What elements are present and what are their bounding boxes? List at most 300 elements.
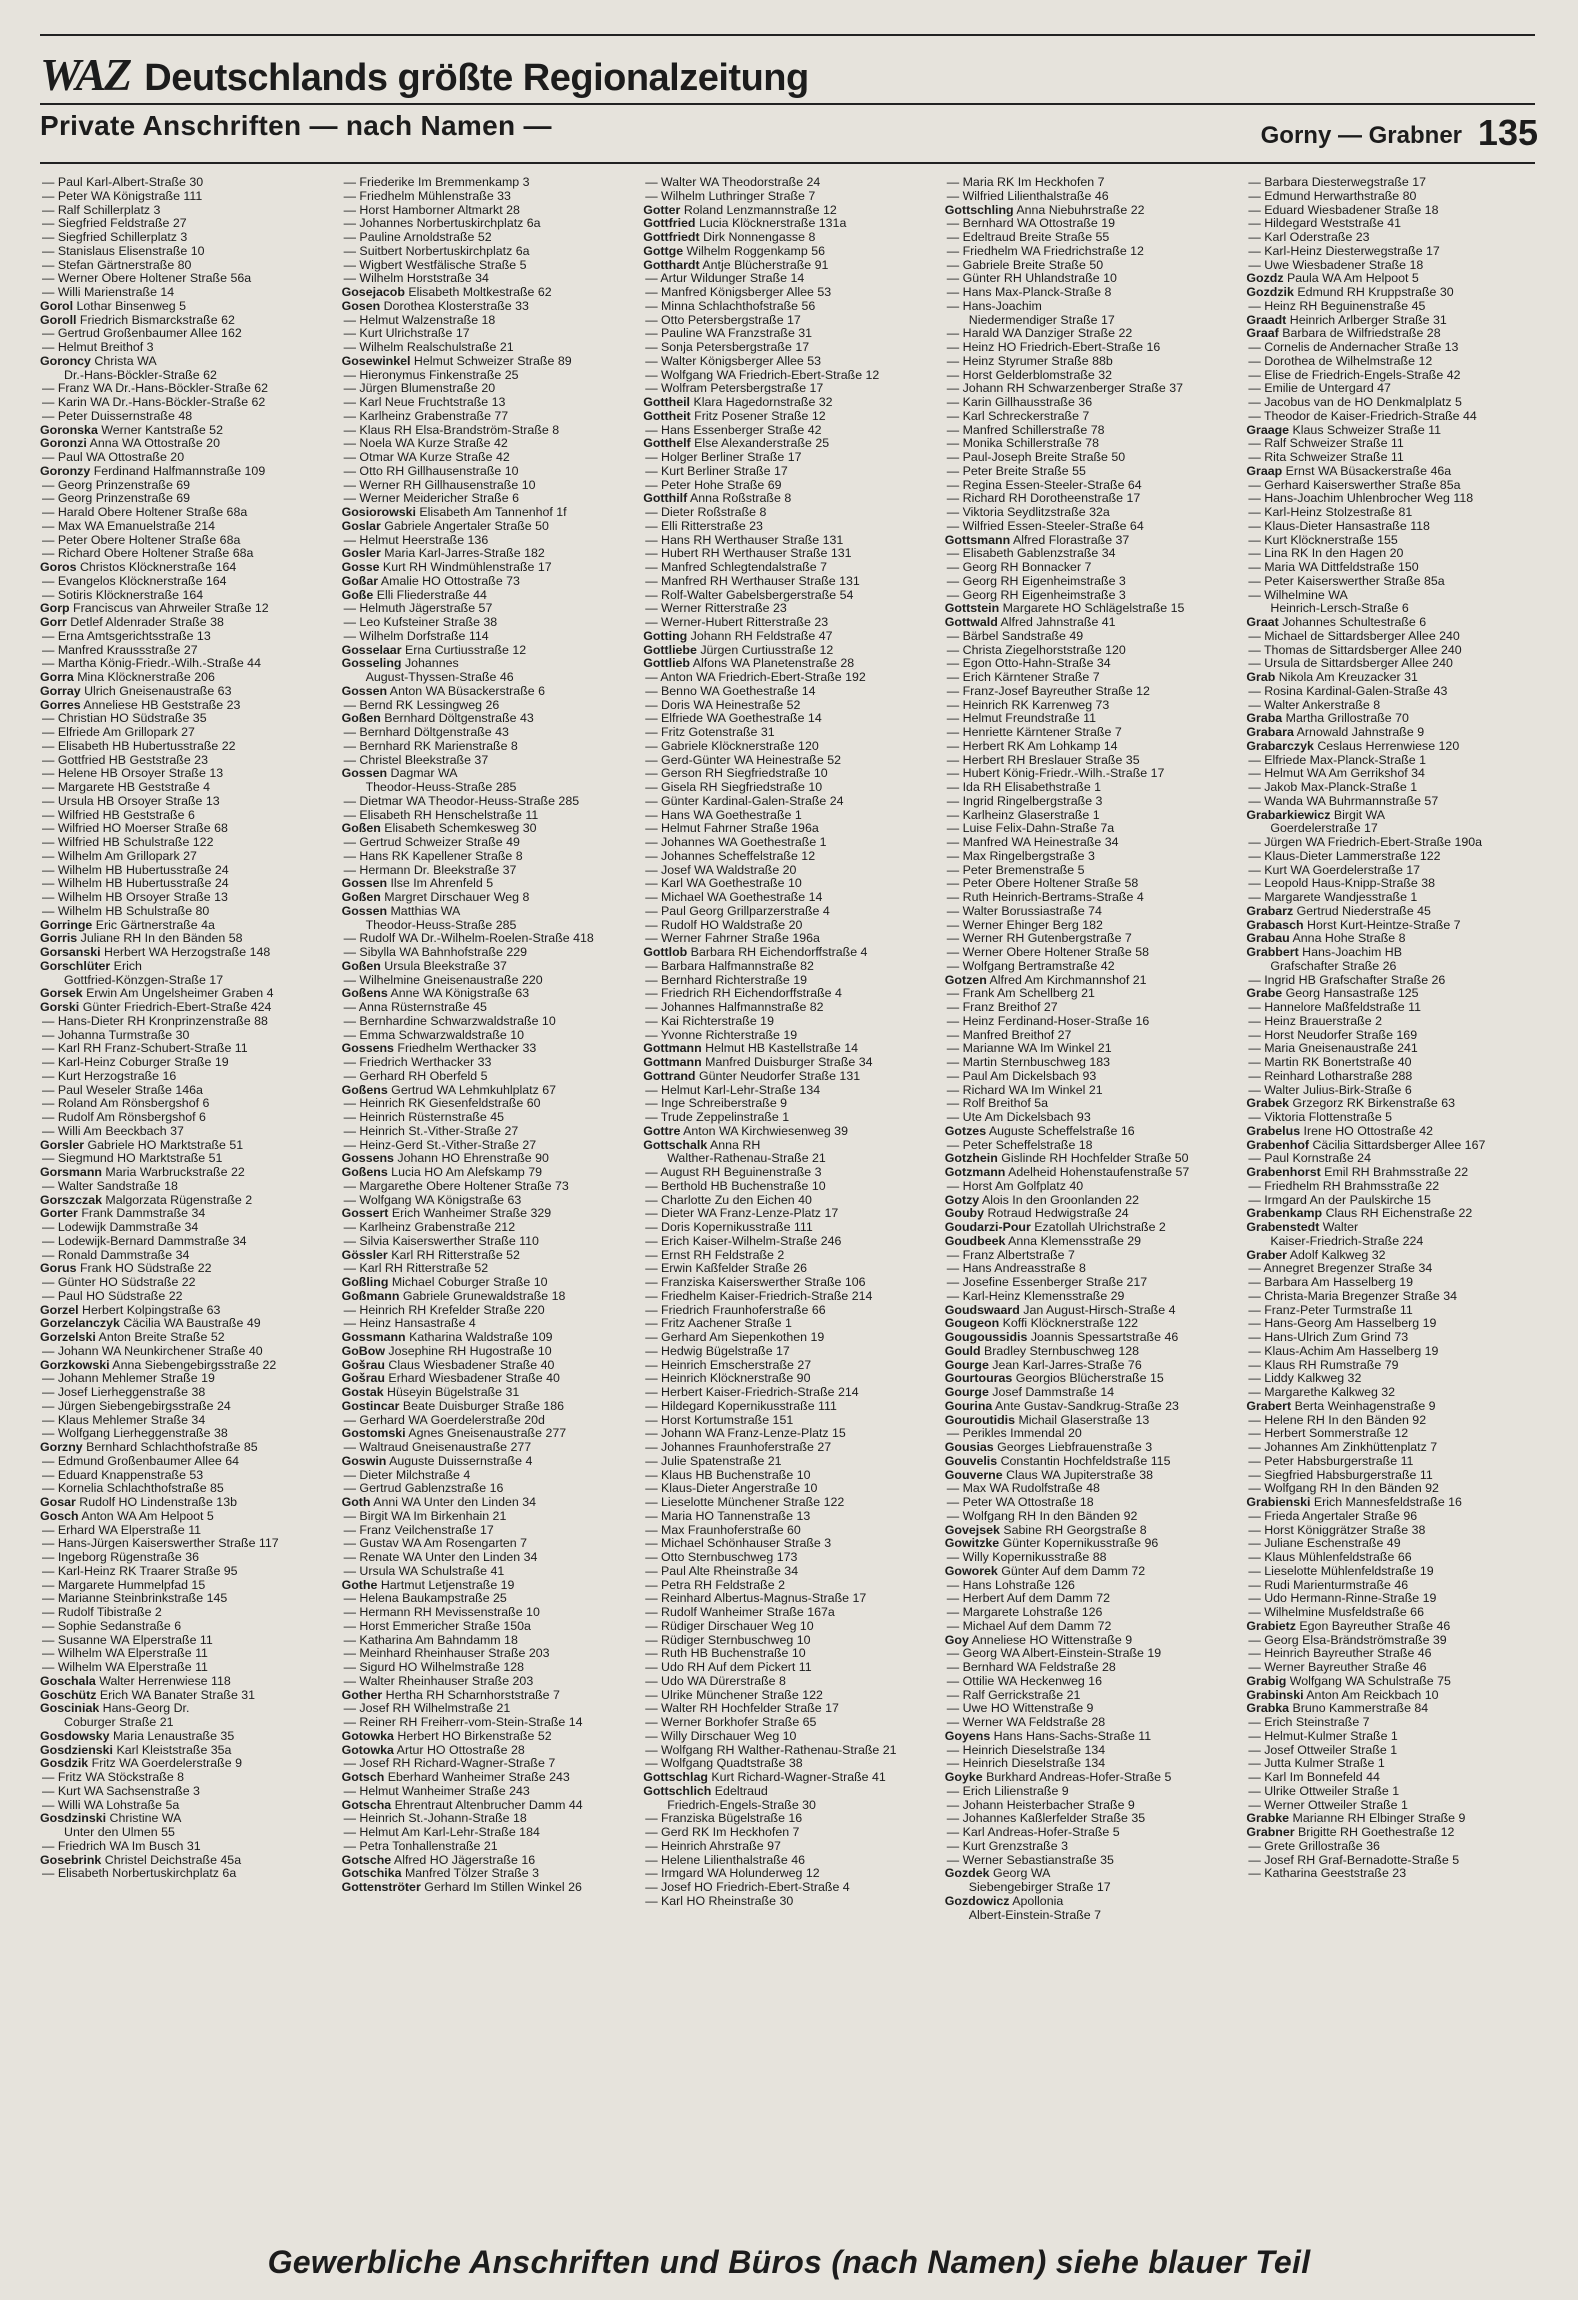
listing-entry: — Willi Am Beeckbach 37 xyxy=(42,1124,184,1138)
listing-entry: — Christian HO Südstraße 35 xyxy=(42,712,207,726)
listing-entry: Grafschafter Straße 26 xyxy=(1270,959,1397,973)
listing-entry: Gossert Erich Wanheimer Straße 329 xyxy=(341,1207,552,1221)
listing-entry: — Elisabeth RH Henschelstraße 11 xyxy=(343,808,539,822)
listing-entry: — Harald WA Danziger Straße 22 xyxy=(946,327,1133,341)
listing-entry: — Paul Georg Grillparzerstraße 4 xyxy=(645,904,830,918)
listing-entry: — Paul Am Dickelsbach 93 xyxy=(946,1069,1097,1083)
listing-entry: — Regina Essen-Steeler-Straße 64 xyxy=(946,478,1142,492)
listing-entry: Gould Bradley Sternbuschweg 128 xyxy=(944,1344,1140,1358)
listing-entry: Gosdzienski Karl Kleiststraße 35a xyxy=(40,1743,232,1757)
listing-entry: — Johannes Am Zinkhüttenplatz 7 xyxy=(1248,1441,1438,1454)
listing-entry: — Elisabeth Norbertuskirchplatz 6a xyxy=(42,1867,237,1881)
listing-entry: — Wilhelm Am Grillopark 27 xyxy=(42,849,197,863)
listing-entry: — Marianne Steinbrinkstraße 145 xyxy=(42,1592,228,1606)
listing-entry: Grabenhorst Emil RH Brahmsstraße 22 xyxy=(1246,1166,1469,1179)
listing-entry: — Fritz Gotenstraße 31 xyxy=(645,726,775,739)
listing-entry: — Ronald Dammstraße 34 xyxy=(42,1248,190,1262)
listing-entry: — Wolfgang Bertramstraße 42 xyxy=(946,959,1115,973)
listing-entry: Gottfried Lucia Klöcknerstraße 131a xyxy=(643,217,847,231)
listing-entry: Gotthelf Else Alexanderstraße 25 xyxy=(643,437,830,451)
listing-entry: — Karlheinz Grabenstraße 212 xyxy=(343,1221,516,1234)
listing-entry: — Gerhard WA Goerdelerstraße 20d xyxy=(343,1413,545,1427)
listing-entry: — Manfred RH Werthauser Straße 131 xyxy=(645,574,860,588)
listing-entry: — Heinz-Gerd St.-Vither-Straße 27 xyxy=(343,1138,537,1152)
listing-entry: — Horst Emmericher Straße 150a xyxy=(343,1619,531,1633)
listing-entry: — Hieronymus Finkenstraße 25 xyxy=(343,368,519,382)
listing-entry: — Paul-Joseph Breite Straße 50 xyxy=(946,451,1126,464)
listing-entry: — Kurt Grenzstraße 3 xyxy=(946,1839,1068,1853)
listing-entry: Gotter Roland Lenzmannstraße 12 xyxy=(643,203,837,217)
listing-entry: — Friedrich Fraunhoferstraße 66 xyxy=(645,1303,826,1317)
listing-entry: — Cornelis de Andernacher Straße 13 xyxy=(1248,341,1459,354)
listing-entry: Gouby Rotraud Hedwigstraße 24 xyxy=(944,1207,1129,1221)
listing-entry: Gorol Lothar Binsenweg 5 xyxy=(40,299,187,313)
listing-entry: — Margarete Lohstraße 126 xyxy=(946,1606,1103,1619)
listing-entry: — Gabriele Breite Straße 50 xyxy=(946,258,1104,272)
listing-entry: Gossen Anton WA Büsackerstraße 6 xyxy=(341,684,545,698)
listing-entry: — Elfriede WA Goethestraße 14 xyxy=(645,712,822,726)
listing-entry: — Gerhard Am Siepenkothen 19 xyxy=(645,1331,825,1344)
listing-entry: — Rudi Marienturmstraße 46 xyxy=(1248,1578,1409,1592)
listing-entry: Grabek Grzegorz RK Birkenstraße 63 xyxy=(1246,1097,1456,1111)
listing-entry: — Martin RK Bonertstraße 40 xyxy=(1248,1056,1412,1069)
listing-entry: Gorringe Eric Gärtnerstraße 4a xyxy=(40,918,215,932)
listing-entry: Gorris Juliane RH In den Bänden 58 xyxy=(40,932,243,946)
listing-entry: — Rita Schweizer Straße 11 xyxy=(1248,451,1404,464)
listing-entry: — Ursula de Sittardsberger Allee 240 xyxy=(1248,657,1453,671)
listing-entry: — Paul Kornstraße 24 xyxy=(1248,1152,1371,1166)
listing-entry: — Ruth HB Buchenstraße 10 xyxy=(645,1647,806,1661)
listing-entry: — Willi WA Lohstraße 5a xyxy=(42,1798,180,1812)
listing-entry: — Franz Breithof 27 xyxy=(946,1001,1058,1014)
listing-entry: — Hannelore Maßfeldstraße 11 xyxy=(1248,1001,1422,1014)
listing-entry: — Maria Gneisenaustraße 241 xyxy=(1248,1042,1418,1056)
listing-entry: — Franziska Kaiserswerther Straße 106 xyxy=(645,1276,866,1289)
listing-entry: Gosar Rudolf HO Lindenstraße 13b xyxy=(40,1496,237,1509)
listing-entry: Kaiser-Friedrich-Straße 224 xyxy=(1270,1234,1424,1248)
listing-entry: — Kai Richterstraße 19 xyxy=(645,1014,774,1028)
listing-entry: Goßen Bernhard Döltgenstraße 43 xyxy=(341,712,534,726)
listing-entry: — Franz-Peter Turmstraße 11 xyxy=(1248,1303,1413,1317)
listing-entry: — Karl-Heinz Diesterwegstraße 17 xyxy=(1248,244,1440,258)
listing-entry: — Hubert König-Friedr.-Wilh.-Straße 17 xyxy=(946,767,1165,781)
listing-entry: — Walter Königsberger Allee 53 xyxy=(645,354,822,368)
listing-entry: Gouvelis Constantin Hochfeldstraße 115 xyxy=(944,1454,1171,1468)
listing-entry: — Fritz Aachener Straße 1 xyxy=(645,1317,792,1331)
listing-entry: — Helmut Karl-Lehr-Straße 134 xyxy=(645,1083,821,1097)
listing-entry: — Friedrich Werthacker 33 xyxy=(343,1056,492,1069)
listing-entry: — Hubert RH Werthauser Straße 131 xyxy=(645,547,852,561)
listing-entry: — Werner RH Gillhausenstraße 10 xyxy=(343,478,536,492)
listing-entry: — Siegfried Habsburgerstraße 11 xyxy=(1248,1468,1433,1482)
listing-entry: Goronzi Anna WA Ottostraße 20 xyxy=(40,437,220,451)
listing-entry: Gosseling Johannes xyxy=(341,657,459,671)
listing-entry: — Paul Weseler Straße 146a xyxy=(42,1083,203,1097)
listing-entry: — Karl-Heinz RK Traarer Straße 95 xyxy=(42,1564,238,1578)
listing-entry: — Roland Am Rönsbergshof 6 xyxy=(42,1097,210,1111)
listing-entry: — Josef Ottweiler Straße 1 xyxy=(1248,1743,1398,1757)
listing-entry: — Martin Sternbuschweg 183 xyxy=(946,1056,1111,1069)
listing-entry: — Minna Schlachthofstraße 56 xyxy=(645,299,816,313)
listing-entry: Gottstein Margarete HO Schlägelstraße 15 xyxy=(944,602,1185,616)
listing-entry: Grabasch Horst Kurt-Heintze-Straße 7 xyxy=(1246,918,1461,932)
listing-entry: — Silvia Kaiserswerther Straße 110 xyxy=(343,1234,539,1248)
listing-entry: Grabbert Hans-Joachim HB xyxy=(1246,946,1402,959)
listing-entry: Gottmann Helmut HB Kastellstraße 14 xyxy=(643,1042,859,1056)
listing-entry: — Heinrich St.-Vither-Straße 27 xyxy=(343,1124,519,1138)
listing-entry: — Johann WA Neunkirchener Straße 40 xyxy=(42,1344,263,1358)
listing-column xyxy=(945,176,1237,2226)
listing-entry: — Ruth Heinrich-Bertrams-Straße 4 xyxy=(946,891,1144,904)
listing-entry: — Udo RH Auf dem Pickert 11 xyxy=(645,1661,812,1674)
listing-entry: Gozdzik Edmund RH Kruppstraße 30 xyxy=(1246,286,1454,299)
listing-entry: — Julie Spatenstraße 21 xyxy=(645,1454,782,1468)
listing-entry: — Helmut Fahrner Straße 196a xyxy=(645,822,819,836)
listing-entry: Gottschlich Edeltraud xyxy=(643,1784,768,1798)
listing-column xyxy=(643,176,935,2226)
listing-entry: — Hans Lohstraße 126 xyxy=(946,1578,1075,1592)
listing-entry: — Herbert RK Am Lohkamp 14 xyxy=(946,739,1118,753)
listing-entry: Gorsler Gabriele HO Marktstraße 51 xyxy=(40,1138,244,1152)
listing-entry: — Karl Oderstraße 23 xyxy=(1248,231,1370,244)
listing-entry: — Jutta Kulmer Straße 1 xyxy=(1248,1757,1385,1771)
listing-entry: Grabelus Irene HO Ottostraße 42 xyxy=(1246,1124,1434,1138)
listing-entry: Grabau Anna Hohe Straße 8 xyxy=(1246,932,1406,946)
listing-entry: Walther-Rathenau-Straße 21 xyxy=(667,1152,826,1166)
listing-entry: — Juliane Eschenstraße 49 xyxy=(1248,1537,1401,1551)
listing-entry: — Michael WA Goethestraße 14 xyxy=(645,891,823,904)
listing-entry: Grabe Georg Hansastraße 125 xyxy=(1246,987,1419,1001)
listing-entry: — Martha König-Friedr.-Wilh.-Straße 44 xyxy=(42,657,261,671)
listing-entry: — Klaus-Dieter Angerstraße 10 xyxy=(645,1482,818,1496)
listing-entry: Gozdz Paula WA Am Helpoot 5 xyxy=(1246,272,1419,286)
listing-entry: — Peter WA Königstraße 111 xyxy=(42,189,203,203)
listing-entry: — Wilhelm HB Hubertusstraße 24 xyxy=(42,863,229,877)
listing-entry: — Klaus-Achim Am Hasselberg 19 xyxy=(1248,1344,1439,1358)
listing-entry: — Wolfgang Quadtstraße 38 xyxy=(645,1757,803,1771)
listing-entry: Goroll Friedrich Bismarckstraße 62 xyxy=(40,313,235,327)
listing-entry: — Horst Am Golfplatz 40 xyxy=(946,1179,1084,1193)
listing-entry: — Karin WA Dr.-Hans-Böckler-Straße 62 xyxy=(42,396,266,409)
listing-entry: — Gerhard Kaiserswerther Straße 85a xyxy=(1248,478,1461,492)
listing-entry: — Walter Ankerstraße 8 xyxy=(1248,698,1381,712)
listing-entry: — Hans-Dieter RH Kronprinzenstraße 88 xyxy=(42,1014,268,1028)
listing-entry: Gourina Ante Gustav-Sandkrug-Straße 23 xyxy=(944,1399,1179,1413)
listing-entry: — Helmut Am Karl-Lehr-Straße 184 xyxy=(343,1826,540,1839)
listing-entry: — Peter Obere Holtener Straße 68a xyxy=(42,533,241,547)
listing-entry: — Hans-Joachim Uhlenbrocher Weg 118 xyxy=(1248,492,1474,506)
listing-entry: Goßens Gertrud WA Lehmkuhlplatz 67 xyxy=(341,1083,557,1097)
listing-entry: — Otto Sternbuschweg 173 xyxy=(645,1551,798,1564)
listing-entry: Graage Klaus Schweizer Straße 11 xyxy=(1246,423,1442,437)
listing-entry: — Waltraud Gneisenaustraße 277 xyxy=(343,1441,532,1454)
listing-entry: — Franz-Josef Bayreuther Straße 12 xyxy=(946,684,1150,698)
listing-entry: — Hedwig Bügelstraße 17 xyxy=(645,1344,790,1358)
listing-entry: Gorsmann Maria Warbruckstraße 22 xyxy=(40,1166,245,1179)
listing-entry: — Inge Schreiberstraße 9 xyxy=(645,1097,788,1111)
listing-column xyxy=(1246,176,1538,2226)
listing-entry: — Johannes WA Goethestraße 1 xyxy=(645,836,827,849)
listing-entry: — Josef RH Wilhelmstraße 21 xyxy=(343,1702,511,1716)
listing-entry: — Bernhardine Schwarzwaldstraße 10 xyxy=(343,1014,556,1028)
listing-entry: — Klaus RH Rumstraße 79 xyxy=(1248,1358,1399,1372)
listing-entry: — Susanne WA Elperstraße 11 xyxy=(42,1633,213,1647)
listing-entry: — Wilhelm Luthringer Straße 7 xyxy=(645,189,816,203)
listing-entry: — Ute Am Dickelsbach 93 xyxy=(946,1111,1091,1124)
listing-column xyxy=(342,176,634,2226)
listing-entry: — Manfred Breithof 27 xyxy=(946,1028,1072,1042)
listing-entry: — Helmut Walzenstraße 18 xyxy=(343,313,496,327)
listing-entry: Graber Adolf Kalkweg 32 xyxy=(1246,1248,1386,1262)
listing-entry: Gossens Friedhelm Werthacker 33 xyxy=(341,1042,537,1056)
listing-entry: — Michael de Sittardsberger Allee 240 xyxy=(1248,629,1460,643)
listing-entry: — Josef RH Graf-Bernadotte-Straße 5 xyxy=(1248,1853,1460,1867)
listing-entry: — Barbara Halfmannstraße 82 xyxy=(645,959,814,973)
listing-entry: Gorzkowski Anna Siebengebirgsstraße 22 xyxy=(40,1358,277,1372)
listing-entry: — Doris Kopernikusstraße 111 xyxy=(645,1221,813,1234)
listing-entry: — Annegret Bregenzer Straße 34 xyxy=(1248,1262,1433,1276)
listing-entry: — Kurt Berliner Straße 17 xyxy=(645,464,788,478)
listing-entry: Gotzes Auguste Scheffelstraße 16 xyxy=(944,1124,1135,1138)
listing-entry: — Meinhard Rheinhauser Straße 203 xyxy=(343,1647,550,1661)
masthead-top-rule xyxy=(40,34,1535,36)
listing-entry: — Peter Kaiserswerther Straße 85a xyxy=(1248,574,1445,588)
listing-entry: — Pauline WA Franzstraße 31 xyxy=(645,327,813,341)
listing-entry: — Herbert Kaiser-Friedrich-Straße 214 xyxy=(645,1386,859,1399)
listing-entry: — Helene HB Orsoyer Straße 13 xyxy=(42,767,224,781)
listing-entry: — Helena Baukampstraße 25 xyxy=(343,1592,507,1606)
listing-entry: Goßar Amalie HO Ottostraße 73 xyxy=(341,574,520,588)
listing-entry: — Petra RH Feldstraße 2 xyxy=(645,1578,785,1592)
listing-entry: Gotthilf Anna Roßstraße 8 xyxy=(643,492,792,506)
listing-entry: — Erwin Kaßfelder Straße 26 xyxy=(645,1262,808,1276)
listing-entry: — Otto Petersbergstraße 17 xyxy=(645,313,801,327)
listing-entry: Goth Anni WA Unter den Linden 34 xyxy=(341,1496,537,1509)
listing-entry: Goßen Ursula Bleekstraße 37 xyxy=(341,959,507,973)
listing-entry: — Georg Prinzenstraße 69 xyxy=(42,492,191,506)
listing-entry: Gossen Matthias WA xyxy=(341,904,461,918)
listing-entry: — Hans WA Goethestraße 1 xyxy=(645,808,802,822)
listing-entry: — Ingeborg Rügenstraße 36 xyxy=(42,1551,200,1564)
listing-entry: Gorzel Herbert Kolpingstraße 63 xyxy=(40,1303,221,1317)
listing-entry: Goudbeek Anna Klemensstraße 29 xyxy=(944,1234,1142,1248)
listing-entry: — Margarete HB Geststraße 4 xyxy=(42,781,211,794)
listing-entry: — Lodewijk Dammstraße 34 xyxy=(42,1221,199,1234)
listing-entry: — Georg RH Eigenheimstraße 3 xyxy=(946,588,1126,602)
listing-entry: — Wigbert Westfälische Straße 5 xyxy=(343,258,527,272)
listing-entry: — Christa-Maria Bregenzer Straße 34 xyxy=(1248,1289,1458,1303)
listing-entry: — Heinz Brauerstraße 2 xyxy=(1248,1014,1382,1028)
listing-entry: Goroncy Christa WA xyxy=(40,354,157,368)
listing-entry: — Erich Kärntener Straße 7 xyxy=(946,671,1100,684)
listing-entry: — Wilfried HB Schulstraße 122 xyxy=(42,836,214,849)
listing-entry: Gorzny Bernhard Schlachthofstraße 85 xyxy=(40,1441,258,1454)
listing-entry: Gosdzik Fritz WA Goerdelerstraße 9 xyxy=(40,1757,242,1771)
listing-entry: — Hans-Georg Am Hasselberg 19 xyxy=(1248,1317,1437,1331)
listing-entry: — Dorothea de Wilhelmstraße 12 xyxy=(1248,354,1433,368)
listing-entry: — Christa Ziegelhorststraße 120 xyxy=(946,643,1126,657)
listing-entry: Graadt Heinrich Arlberger Straße 31 xyxy=(1246,313,1447,327)
listing-entry: — Maria RK Im Heckhofen 7 xyxy=(946,176,1105,189)
listing-entry: August-Thyssen-Straße 46 xyxy=(365,671,514,684)
listing-entry: Gorsek Erwin Am Ungelsheimer Graben 4 xyxy=(40,987,274,1001)
listing-entry: — Wilfried Essen-Steeler-Straße 64 xyxy=(946,519,1144,533)
listing-entry: — Klaus-Dieter Lammerstraße 122 xyxy=(1248,849,1441,863)
listing-entry: — Ursula WA Schulstraße 41 xyxy=(343,1564,505,1578)
listing-entry: — Heinz Hansastraße 4 xyxy=(343,1317,476,1331)
listing-entry: — Josef RH Richard-Wagner-Straße 7 xyxy=(343,1757,556,1771)
listing-entry: — Heinrich RK Karrenweg 73 xyxy=(946,698,1110,712)
listing-entry: — Wilfried HO Moerser Straße 68 xyxy=(42,822,228,836)
listing-entry: — Günter RH Uhlandstraße 10 xyxy=(946,272,1117,286)
listing-entry: Gottfried-Könzgen-Straße 17 xyxy=(64,973,224,987)
listing-entry: — Manfred Königsberger Allee 53 xyxy=(645,286,832,299)
listing-entry: — Trude Zeppelinstraße 1 xyxy=(645,1111,790,1124)
listing-entry: Dr.-Hans-Böckler-Straße 62 xyxy=(64,368,217,382)
listing-entry: — Herbert Auf dem Damm 72 xyxy=(946,1592,1110,1606)
listing-entry: — Ernst RH Feldstraße 2 xyxy=(645,1248,785,1262)
listing-entry: — Ursula HB Orsoyer Straße 13 xyxy=(42,794,220,808)
listing-entry: Grabarkiewicz Birgit WA xyxy=(1246,808,1386,822)
listing-entry: — Wolfgang WA Königstraße 63 xyxy=(343,1193,522,1207)
listing-entry: — Wilfried HB Geststraße 6 xyxy=(42,808,195,822)
listing-entry: — Gerd-Günter WA Heinestraße 52 xyxy=(645,753,841,767)
listing-entry: Gotzy Alois In den Groonlanden 22 xyxy=(944,1193,1140,1207)
listing-entry: — Johannes Halfmannstraße 82 xyxy=(645,1001,824,1014)
listing-entry: — Werner WA Feldstraße 28 xyxy=(946,1716,1106,1729)
listing-entry: Goyke Burkhard Andreas-Hofer-Straße 5 xyxy=(944,1771,1172,1784)
listing-entry: — Hans Andreasstraße 8 xyxy=(946,1262,1086,1276)
listing-entry: Goyens Hans Hans-Sachs-Straße 11 xyxy=(944,1729,1152,1743)
listing-entry: Gotsch Eberhard Wanheimer Straße 243 xyxy=(341,1771,570,1784)
listing-entry: — Karl RH Ritterstraße 52 xyxy=(343,1262,489,1276)
listing-entry: — Heinrich RH Krefelder Straße 220 xyxy=(343,1303,545,1317)
listing-entry: — Luise Felix-Dahn-Straße 7a xyxy=(946,822,1115,836)
listing-entry: — Heinz Ferdinand-Hoser-Straße 16 xyxy=(946,1014,1150,1028)
listing-entry: — Ingrid HB Grafschafter Straße 26 xyxy=(1248,973,1446,987)
listing-entry: — Richard RH Dorotheenstraße 17 xyxy=(946,492,1141,506)
listing-entry: — Helene Lilienthalstraße 46 xyxy=(645,1853,805,1867)
listing-entry: — Heinz RH Beguinenstraße 45 xyxy=(1248,299,1426,313)
listing-entry: — Viktoria Flottenstraße 5 xyxy=(1248,1111,1393,1124)
listing-entry: Goße Elli Fliederstraße 44 xyxy=(341,588,487,602)
section-title: Private Anschriften — nach Namen — xyxy=(40,110,552,141)
listing-entry: Govejsek Sabine RH Georgstraße 8 xyxy=(944,1523,1147,1537)
listing-entry: — Josef Lierheggenstraße 38 xyxy=(42,1386,206,1399)
listing-entry: Gošrau Claus Wiesbadener Straße 40 xyxy=(341,1358,555,1372)
listing-entry: — Wanda WA Buhrmannstraße 57 xyxy=(1248,794,1439,808)
listing-entry: Grabarczyk Ceslaus Herrenwiese 120 xyxy=(1246,739,1460,753)
listing-entry: — Karl-Heinz Klemensstraße 29 xyxy=(946,1289,1125,1303)
listing-entry: — Emma Schwarzwaldstraße 10 xyxy=(343,1028,525,1042)
listing-entry: — Klaus Mühlenfeldstraße 66 xyxy=(1248,1551,1412,1564)
listing-entry: Gourge Josef Dammstraße 14 xyxy=(944,1386,1115,1399)
listing-entry: — Liddy Kalkweg 32 xyxy=(1248,1372,1362,1386)
listing-entry: Gossen Ilse Im Ahrenfeld 5 xyxy=(341,877,494,891)
listing-entry: Grabara Arnowald Jahnstraße 9 xyxy=(1246,726,1425,739)
listing-entry: Gother Hertha RH Scharnhorststraße 7 xyxy=(341,1688,560,1702)
listing-entry: Niedermendiger Straße 17 xyxy=(968,313,1115,327)
listing-entry: — Lieselotte Mühlenfeldstraße 19 xyxy=(1248,1564,1434,1578)
listing-entry: — Rolf Breithof 5a xyxy=(946,1097,1049,1111)
listing-entry: Coburger Straße 21 xyxy=(64,1716,174,1729)
listing-entry: Gotscha Ehrentraut Altenbrucher Damm 44 xyxy=(341,1798,583,1812)
listing-entry: — Ida RH Elisabethstraße 1 xyxy=(946,781,1102,794)
listing-entry: Gowitzke Günter Kopernikusstraße 96 xyxy=(944,1537,1159,1551)
listing-entry: — Werner Obere Holtener Straße 58 xyxy=(946,946,1150,959)
listing-entry: — Johannes Kaßlerfelder Straße 35 xyxy=(946,1812,1146,1826)
listing-entry: — Marianne WA Im Winkel 21 xyxy=(946,1042,1112,1056)
listing-entry: — Jacobus van de HO Denkmalplatz 5 xyxy=(1248,396,1462,409)
listing-entry: — Horst Gelderblomstraße 32 xyxy=(946,368,1113,382)
listing-entry: — Werner Ottweiler Straße 1 xyxy=(1248,1798,1408,1812)
listing-entry: — Heinrich Bayreuther Straße 46 xyxy=(1248,1647,1432,1661)
listing-entry: — Maria WA Dittfeldstraße 150 xyxy=(1248,561,1419,574)
listing-entry: Gottenströter Gerhard Im Stillen Winkel 26 xyxy=(341,1881,582,1894)
listing-entry: Goswin Auguste Duissernstraße 4 xyxy=(341,1454,533,1468)
listing-entry: — Heinrich RK Giesenfeldstraße 60 xyxy=(343,1097,541,1111)
listing-entry: — Hans-Joachim xyxy=(946,299,1042,313)
listing-entry: Gorzelski Anton Breite Straße 52 xyxy=(40,1331,225,1344)
listing-entry: — Willy Kopernikusstraße 88 xyxy=(946,1551,1107,1564)
listing-entry: — Horst Königgrätzer Straße 38 xyxy=(1248,1523,1426,1537)
listing-entry: Gosch Anton WA Am Helpoot 5 xyxy=(40,1509,214,1523)
listing-entry: Grabarz Gertrud Niederstraße 45 xyxy=(1246,904,1431,918)
listing-entry: — Evangelos Klöcknerstraße 164 xyxy=(42,574,227,588)
listing-entry: Goudarzi-Pour Ezatollah Ulrichstraße 2 xyxy=(944,1221,1166,1234)
listing-entry: Goßens Anne WA Königstraße 63 xyxy=(341,987,530,1001)
listing-entry: — Grete Grillostraße 36 xyxy=(1248,1839,1380,1853)
listing-entry: — Erich Lilienstraße 9 xyxy=(946,1784,1069,1798)
listing-entry: — Gottfried HB Geststraße 23 xyxy=(42,753,208,767)
listing-entry: Gotsche Alfred HO Jägerstraße 16 xyxy=(341,1853,536,1867)
listing-entry: — Kurt Klöcknerstraße 155 xyxy=(1248,533,1398,547)
listing-entry: — Viktoria Seydlitzstraße 32a xyxy=(946,506,1110,519)
listing-entry: — Walter Rheinhauser Straße 203 xyxy=(343,1674,534,1688)
listing-entry: Siebengebirger Straße 17 xyxy=(968,1881,1111,1894)
listing-entry: — Helmuth Jägerstraße 57 xyxy=(343,602,493,616)
listing-entry: — Rudolf WA Dr.-Wilhelm-Roelen-Straße 418 xyxy=(343,932,594,946)
listing-entry: Gorus Frank HO Südstraße 22 xyxy=(40,1262,212,1276)
name-range: Gorny — Grabner xyxy=(1260,122,1462,149)
listing-entry: — Frieda Angertaler Straße 96 xyxy=(1248,1509,1418,1523)
listing-entry: — Günter Kardinal-Galen-Straße 24 xyxy=(645,794,844,808)
listing-entry: — Heinz HO Friedrich-Ebert-Straße 16 xyxy=(946,341,1161,354)
listing-entry: — Johann Mehlemer Straße 19 xyxy=(42,1372,215,1386)
listing-entry: — Michael Schönhauser Straße 3 xyxy=(645,1537,832,1551)
listing-entry: Goronzy Ferdinand Halfmannstraße 109 xyxy=(40,464,266,478)
listing-entry: — Dieter WA Franz-Lenze-Platz 17 xyxy=(645,1207,839,1221)
listing-entry: — Christel Bleekstraße 37 xyxy=(343,753,489,767)
listing-entry: Goudswaard Jan August-Hirsch-Straße 4 xyxy=(944,1303,1176,1317)
listing-entry: — Franz WA Dr.-Hans-Böckler-Straße 62 xyxy=(42,382,269,396)
listing-entry: — Peter Bremenstraße 5 xyxy=(946,863,1085,877)
listing-entry: — Gertrud Gablenzstraße 16 xyxy=(343,1482,504,1496)
listing-entry: Goschütz Erich WA Banater Straße 31 xyxy=(40,1688,256,1702)
listing-entry: — Kurt WA Sachsenstraße 3 xyxy=(42,1784,200,1798)
listing-entry: — Gerhard RH Oberfeld 5 xyxy=(343,1069,488,1083)
listing-entry: — Hans-Ulrich Zum Grind 73 xyxy=(1248,1331,1409,1344)
listing-entry: Gotzhein Gislinde RH Hochfelder Straße 50 xyxy=(944,1152,1189,1166)
listing-entry: — Bernd RK Lessingweg 26 xyxy=(343,698,500,712)
listing-entry: — Horst Hamborner Altmarkt 28 xyxy=(343,203,520,217)
listing-entry: — Benno WA Goethestraße 14 xyxy=(645,684,816,698)
listing-entry: — Werner-Hubert Ritterstraße 23 xyxy=(645,616,829,629)
listing-entry: Albert-Einstein-Straße 7 xyxy=(968,1908,1102,1922)
listing-entry: — Johannes Norbertuskirchplatz 6a xyxy=(343,217,541,231)
listing-entry: Gorter Frank Dammstraße 34 xyxy=(40,1207,206,1221)
listing-entry: — Gertrud Großenbaumer Allee 162 xyxy=(42,327,242,341)
